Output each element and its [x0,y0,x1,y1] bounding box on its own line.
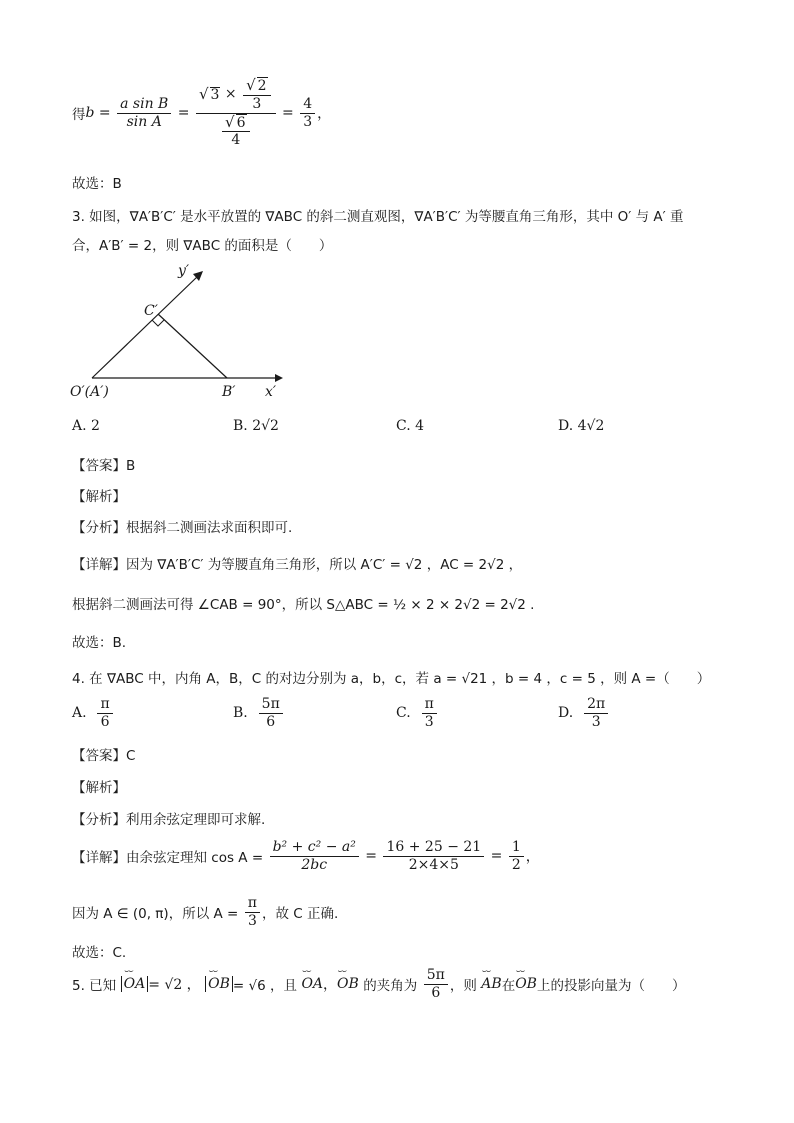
label-o: O′(A′) [70,384,109,400]
q5-line: 5. 已知 ⌣⌣ OA = √2 ， ⌣⌣ OB = √6 ，且 ⌣⌣ OA ， ⌣⌣ OB 的夹角为 $\frac{5\pi}{6}$ ，则 ⌣⌣ AB 在 ⌣⌣ OB 上的投影向量为（ ） [72,968,685,1000]
label-y: y′ [178,263,190,279]
q4-option-d[interactable]: D. $\frac{2\pi}{3}$ [558,697,610,729]
q3-option-d[interactable]: D. 4√2 [558,418,605,434]
q3-option-a[interactable]: A. 2 [72,418,100,434]
q3-analysis-title: 【解析】 [72,489,126,505]
q4-analysis-title: 【解析】 [72,780,126,796]
q3-line1: 3. 如图，∇A′B′C′ 是水平放置的 ∇ABC 的斜二测直观图，∇A′B′C′ 为等腰直角三角形，其中 O′ 与 A′ 重 [72,209,684,225]
q4-analysis: 【分析】利用余弦定理即可求解. [72,812,266,828]
right-angle-mark [152,320,164,326]
derivation-lhs: b [85,105,95,121]
top-derivation: 得 b = $\frac{\text{a sin B}}{\text{sin A}}$ = √ 3 × $\frac{√ 2}{3}$ $\frac{√ 6}{4}$ = $\frac{4}{3}$ ， [72,76,332,149]
fraction-compound: √ 3 × $\frac{√ 2}{3}$ $\frac{√ 6}{4}$ [196,78,276,148]
q4-option-b[interactable]: B. $\frac{5\pi}{6}$ [233,697,285,729]
vector-ob-3: ⌣⌣ OB [515,976,537,992]
y-axis-line [92,276,198,378]
vector-oa: ⌣⌣ OA [124,976,146,992]
q3-choice: 故选：B. [72,635,127,651]
q3-option-b[interactable]: B. 2√2 [233,418,279,434]
q3-option-c[interactable]: C. 4 [396,418,425,434]
vector-ab: ⌣⌣ AB [481,976,501,992]
q3-line2: 合，A′B′ = 2，则 ∇ABC 的面积是（ ） [72,238,333,254]
label-x: x′ [265,384,277,400]
vector-ob-2: ⌣⌣ OB [337,976,359,992]
fraction-result: $\frac{4}{3}$ [300,97,315,129]
fraction-sine-ratio: $\frac{\text{a sin B}}{\text{sin A}}$ [117,97,171,129]
q3-answer: 【答案】B [72,458,136,474]
q4-choice: 故选：C. [72,945,127,961]
q4-answer: 【答案】C [72,748,136,764]
vector-oa-2: ⌣⌣ OA [301,976,323,992]
label-b: B′ [222,384,236,400]
q4-because: 因为 A ∈ (0, π)，所以 A = $\frac{\pi}{3}$ ，故 C 正确. [72,895,339,929]
q4-option-a[interactable]: A. $\frac{\pi}{6}$ [72,697,115,729]
label-c: C′ [144,303,158,319]
q3-analysis: 【分析】根据斜二测画法求面积即可. [72,520,293,536]
q4-detail: 【详解】由余弦定理知 cos A = $\frac{\text{b² + c² − a²}}{2bc}$ = $\frac{16 + 25 - 21}{2\times 4\times 5}$ = $\frac{1}{2}$ ， [72,839,540,873]
q4-line1: 4. 在 ∇ABC 中，内角 A，B，C 的对边分别为 a，b，c，若 a = √21 ，b = 4 ，c = 5 ，则 A =（ ） [72,671,711,687]
q2-choice: 故选：B [72,176,122,192]
segment-bc [158,314,227,378]
q3-detail-line2: 根据斜二测画法可得 ∠CAB = 90°，所以 S△ABC = ½ × 2 × 2√2 = 2√2 . [72,597,535,613]
q3-detail-line1: 【详解】因为 ∇A′B′C′ 为等腰直角三角形，所以 A′C′ = √2 ，AC = 2√2 ， [72,557,523,573]
x-axis-arrow [275,374,283,382]
derivation-prefix: 得 [72,107,86,123]
vector-ob: ⌣⌣ OB [208,976,230,992]
q4-option-c[interactable]: C. $\frac{\pi}{3}$ [396,697,439,729]
q3-figure [70,262,300,402]
